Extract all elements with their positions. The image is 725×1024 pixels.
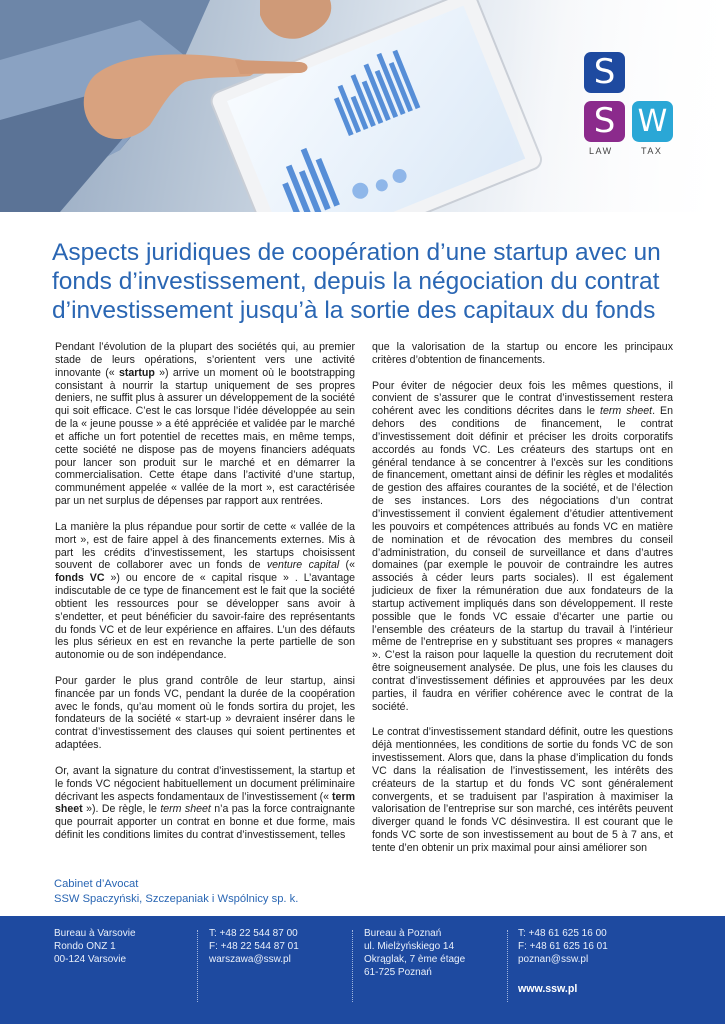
logo-square-blue: S	[584, 52, 625, 93]
paragraph: La manière la plus répandue pour sortir de cette « vallée de la mort », est de faire appel à des financements externes. Mis à part les crédits d’investissement, les startups choisissent souvent de collaborer avec un fonds de venture capital (« fonds VC ») ou encore de « capital risque » . L’avantage indiscutable de ce type de financement est le fait que la société obtient les ressources pour se développer sans avoir à s’endetter, et peut bénéficier du savoir-faire des représentants du fonds VC et de leur expérience en affaires. L’un des défauts les plus sérieux en est en revanche la perte partielle de son autonomie ou de son indépendance.	[55, 520, 355, 662]
divider	[352, 930, 353, 1002]
text-column-right	[372, 341, 673, 868]
poznan-address: Bureau à Poznań ul. Mielżyńskiego 14 Okrąglak, 7 ème étage 61-725 Poznań	[364, 928, 466, 978]
logo-label-tax: TAX	[641, 146, 663, 156]
ssw-logo	[583, 52, 675, 162]
logo-label-law: LAW	[589, 146, 613, 156]
poznan-email-link[interactable]: poznan@ssw.pl	[518, 954, 589, 965]
paragraph: Pour éviter de négocier deux fois les mêmes questions, il convient de s’assurer que le contrat d’investissement restera cohérent avec les conditions décrites dans le term sheet. En dehors des conditions de financement, le contrat d’investissement doit définir et préciser les droits corporatifs accordés au fonds VC. Les créateurs des startups ont en général tendance à se concentrer à l’excès sur les conditions de financement, omettant ainsi de définir les règles et modalités de gestion des affaires courantes de la société, et de l’élection de ses instances. Lors des négociations d’un contrat d’investissement il convient également d’étudier attentivement les pouvoirs et compétences attribués au fonds VC en matière de nomination et de révocation des membres du conseil d’administration, du conseil de surveillance et dans d’autres domaines (par exemple le pouvoir de contraindre les autres associés à céder leurs parts sociales). Il est également judicieux de fixer la rémunération due aux fondateurs de la startup activement impliqués dans son développement. Il reste possible que le fonds VC essaie d’écarter une partie ou l’ensemble des créateurs de la startup du travail à l’intérieur même de l’entreprise en y substituant ses propres « managers ». C’est la raison pour laquelle la question du recrutement doit être soigneusement analysée. De plus, une fois les clauses du contrat d’investissement définies et approuvées par les deux parties, il faudra en vérifier cohérence avec le contrat de la société.	[372, 379, 674, 713]
divider	[507, 930, 508, 1002]
paragraph: Le contrat d’investissement standard définit, outre les questions déjà mentionnées, les conditions de sortie du fonds VC de son investissement. Alors que, dans la phase d’implication du fonds VC dans la réalisation de l’investissement, les intérêts des créateurs de la startup et du fonds VC sont généralement convergents, et se traduisent par l’aspiration à maximiser la valorisation de l’entreprise sur son marché, ces intérêts peuvent diverger quand le fonds VC désinvestira. Il est courant que le fonds VC sorte de son investissement au bout de 5 à 7 ans, et tente d’en obtenir un prix maximal pour ainsi améliorer son	[372, 726, 673, 854]
text-column-left	[55, 341, 355, 855]
firm-name	[54, 877, 298, 907]
firm-line-2: SSW Spaczyński, Szczepaniak i Wspólnicy sp. k.	[54, 893, 299, 905]
paragraph: Or, avant la signature du contrat d’investissement, la startup et le fonds VC négocient habituellement un document préliminaire décrivant les aspects fondamentaux de l’investissement (« term sheet »). De règle, le term sheet n’a pas la force contraignante que pourrait apporter un contrat en bonne et due forme, mais définit les conditions limites du contrat d’investissement, telles	[55, 764, 355, 842]
paragraph: que la valorisation de la startup ou encore les principaux critères d’obtention de financements.	[372, 341, 673, 366]
divider	[197, 930, 198, 1002]
footer	[0, 916, 725, 1024]
paragraph: Pendant l’évolution de la plupart des sociétés qui, au premier stade de leurs opérations, s’orientent vers une activité innovante (« startup ») arrive un moment où le bootstrapping consistant à nourrir la startup uniquement de ses propres deniers, ne suffit plus à assurer un développement de la société qui soit efficace. C’est le cas lorsque l’idée développée au sein de la « jeune pousse » a été appréciée et validée par le marché et affiche un fort potentiel de recettes mais, en même temps, cette société ne dispose pas de moyens financiers adéquats pour lancer son produit sur le marché et en démarrer la commercialisation. Cette étape dans l’activité d’une startup, communément appelée « vallée de la mort », est caractérisée par un net surplus de dépenses par rapport aux rentrées.	[55, 341, 355, 508]
page-title: Aspects juridiques de coopération d’une startup avec un fonds d’investissement, depuis la négociation du contrat d’investissement jusqu’à la sortie des capitaux du fonds	[52, 239, 661, 324]
logo-square-cyan: W	[632, 101, 673, 142]
warsaw-contact: T: +48 22 544 87 00 F: +48 22 544 87 01 warszawa@ssw.pl	[209, 928, 299, 965]
paragraph: Pour garder le plus grand contrôle de leur startup, ainsi financée par un fonds VC, pendant la durée de la coopération avec le fonds, qu’au moment où le fonds sortira du projet, les fondateurs de la société « start-up » devraient insérer dans le contrat d’investissement des clauses qui soient pertinentes et adaptées.	[55, 674, 355, 752]
warsaw-email-link[interactable]: warszawa@ssw.pl	[209, 954, 291, 965]
poznan-contact: T: +48 61 625 16 00 F: +48 61 625 16 01 poznan@ssw.pl	[518, 928, 608, 965]
warsaw-address: Bureau à Varsovie Rondo ONZ 1 00-124 Varsovie	[54, 928, 136, 965]
logo-square-purple: S	[584, 101, 625, 142]
firm-line-1: Cabinet d’Avocat	[54, 878, 139, 890]
website-link[interactable]: www.ssw.pl	[518, 983, 578, 995]
